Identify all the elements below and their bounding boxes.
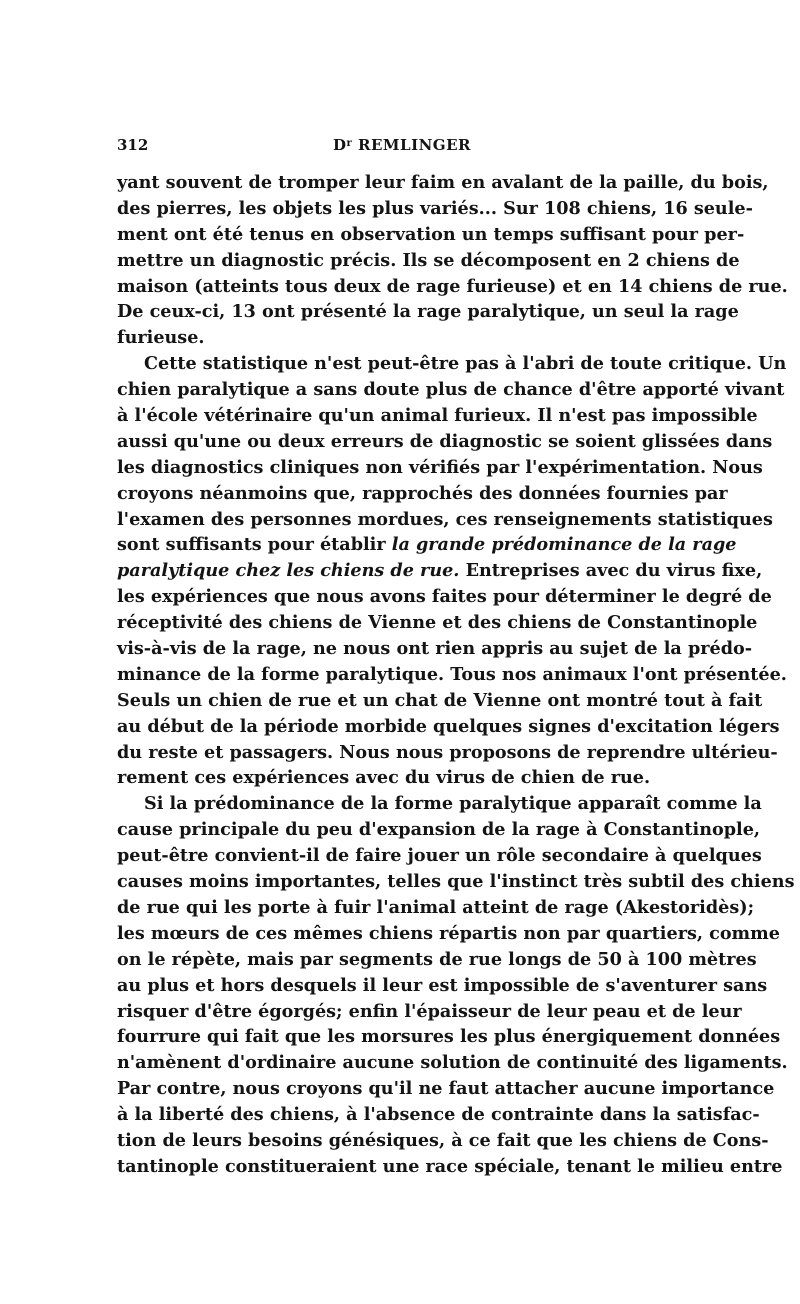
text-line	[117, 325, 688, 351]
line-text: maison (atteints tous deux de rage furieuse) et en 14 chiens de rue.	[117, 275, 788, 297]
text-line	[117, 688, 763, 714]
text-line	[117, 481, 728, 507]
line-text: De ceux-ci, 13 ont présenté la rage paralytique, un seul la rage	[117, 301, 739, 323]
text-line	[117, 947, 757, 973]
author-header	[117, 136, 687, 154]
text-line	[117, 869, 795, 895]
text-line	[117, 1128, 769, 1154]
line-text: causes moins importantes, telles que l'instinct très subtil des chiens	[117, 871, 795, 893]
emphasis-text: la grande prédominance de la rage	[391, 534, 737, 556]
text-line	[117, 170, 769, 196]
line-text: mettre un diagnostic précis. Ils se décomposent en 2 chiens de	[117, 249, 740, 271]
text-line	[117, 895, 755, 921]
text-line	[117, 351, 787, 377]
text-line	[117, 662, 787, 688]
text-line	[117, 222, 745, 248]
text-line	[117, 1102, 760, 1128]
line-text: l'examen des personnes mordues, ces renseignements statistiques	[117, 508, 773, 530]
text-line	[117, 507, 773, 533]
line-text: Si la prédominance de la forme paralytique apparaît comme la	[144, 793, 762, 815]
text-line	[117, 1024, 781, 1050]
text-line	[117, 817, 761, 843]
line-text: à l'école vétérinaire qu'un animal furieux. Il n'est pas impossible	[117, 405, 758, 427]
line-text-after: Entreprises avec du virus fixe,	[459, 560, 763, 582]
text-line	[117, 196, 753, 222]
text-line	[117, 274, 788, 300]
text-line	[117, 1154, 783, 1180]
text-line	[117, 429, 773, 455]
text-line	[117, 765, 688, 791]
text-line	[117, 1050, 788, 1076]
text-line	[117, 1076, 775, 1102]
text-line	[117, 584, 772, 610]
line-text: les expériences que nous avons faites pour déterminer le degré de	[117, 586, 772, 608]
text-line	[117, 299, 739, 325]
line-text: du reste et passagers. Nous nous proposons de reprendre ultérieu-	[117, 741, 778, 763]
line-text: yant souvent de tromper leur faim en avalant de la paille, du bois,	[117, 172, 769, 193]
line-text: chien paralytique a sans doute plus de chance d'être apporté vivant	[117, 379, 785, 401]
line-text: Par contre, nous croyons qu'il ne faut attacher aucune importance	[117, 1078, 775, 1100]
line-text: au plus et hors desquels il leur est impossible de s'aventurer sans	[117, 974, 768, 996]
line-text: ment ont été tenus en observation un temps suffisant pour per-	[117, 223, 745, 245]
text-line	[117, 714, 780, 740]
line-text: minance de la forme paralytique. Tous nos animaux l'ont présentée.	[117, 663, 787, 685]
text-line	[117, 843, 762, 869]
author-title-prefix: D	[332, 136, 347, 154]
line-text: Seuls un chien de rue et un chat de Vienne ont montré tout à fait	[117, 689, 763, 711]
text-line	[117, 248, 740, 274]
line-text: n'amènent d'ordinaire aucune solution de continuité des ligaments.	[117, 1052, 788, 1074]
line-text: furieuse.	[117, 327, 205, 349]
author-name: REMLINGER	[358, 136, 472, 154]
text-line	[117, 740, 778, 766]
line-text: vis-à-vis de la rage, ne nous ont rien appris au sujet de la prédo-	[117, 638, 753, 660]
text-line	[117, 377, 785, 403]
line-text: risquer d'être égorgés; enfin l'épaisseur de leur peau et de leur	[117, 1000, 742, 1022]
line-text: les diagnostics cliniques non vérifiés par l'expérimentation. Nous	[117, 456, 763, 478]
emphasis-text: paralytique chez les chiens de rue.	[117, 560, 460, 582]
page-number: 312	[117, 136, 149, 154]
text-line	[117, 403, 758, 429]
text-line	[117, 921, 780, 947]
text-line	[117, 973, 768, 999]
line-text: on le répète, mais par segments de rue longs de 50 à 100 mètres	[117, 948, 757, 970]
line-text: fourrure qui fait que les morsures les plus énergiquement données	[117, 1026, 781, 1048]
line-text: croyons néanmoins que, rapprochés des données fournies par	[117, 482, 728, 504]
line-text: peut-être convient-il de faire jouer un rôle secondaire à quelques	[117, 845, 762, 867]
line-text: les mœurs de ces mêmes chiens répartis non par quartiers, comme	[117, 922, 780, 944]
text-line	[117, 455, 763, 481]
text-line	[117, 558, 763, 584]
running-head	[117, 136, 687, 160]
line-text: sont suffisants pour établir	[117, 534, 392, 556]
line-text: tantinople constitueraient une race spéciale, tenant le milieu entre	[117, 1155, 783, 1177]
line-text: au début de la période morbide quelques signes d'excitation légers	[117, 715, 780, 737]
text-line	[117, 791, 762, 817]
author-title-sup: r	[346, 138, 353, 149]
text-line	[117, 636, 753, 662]
text-line	[117, 532, 737, 558]
line-text: des pierres, les objets les plus variés... Sur 108 chiens, 16 seule-	[117, 197, 753, 219]
line-text: rement ces expériences avec du virus de chien de rue.	[117, 767, 651, 789]
text-line	[117, 999, 742, 1025]
line-text: de rue qui les porte à fuir l'animal atteint de rage (Akestoridès);	[117, 896, 755, 918]
body-text	[117, 170, 795, 1180]
line-text: cause principale du peu d'expansion de la rage à Constantinople,	[117, 819, 761, 841]
line-text: réceptivité des chiens de Vienne et des chiens de Constantinople	[117, 612, 758, 634]
line-text: Cette statistique n'est peut-être pas à l'abri de toute critique. Un	[144, 353, 787, 375]
line-text: aussi qu'une ou deux erreurs de diagnostic se soient glissées dans	[117, 430, 773, 452]
line-text: à la liberté des chiens, à l'absence de contrainte dans la satisfac-	[117, 1104, 760, 1126]
text-line	[117, 610, 758, 636]
line-text: tion de leurs besoins génésiques, à ce fait que les chiens de Cons-	[117, 1129, 769, 1151]
